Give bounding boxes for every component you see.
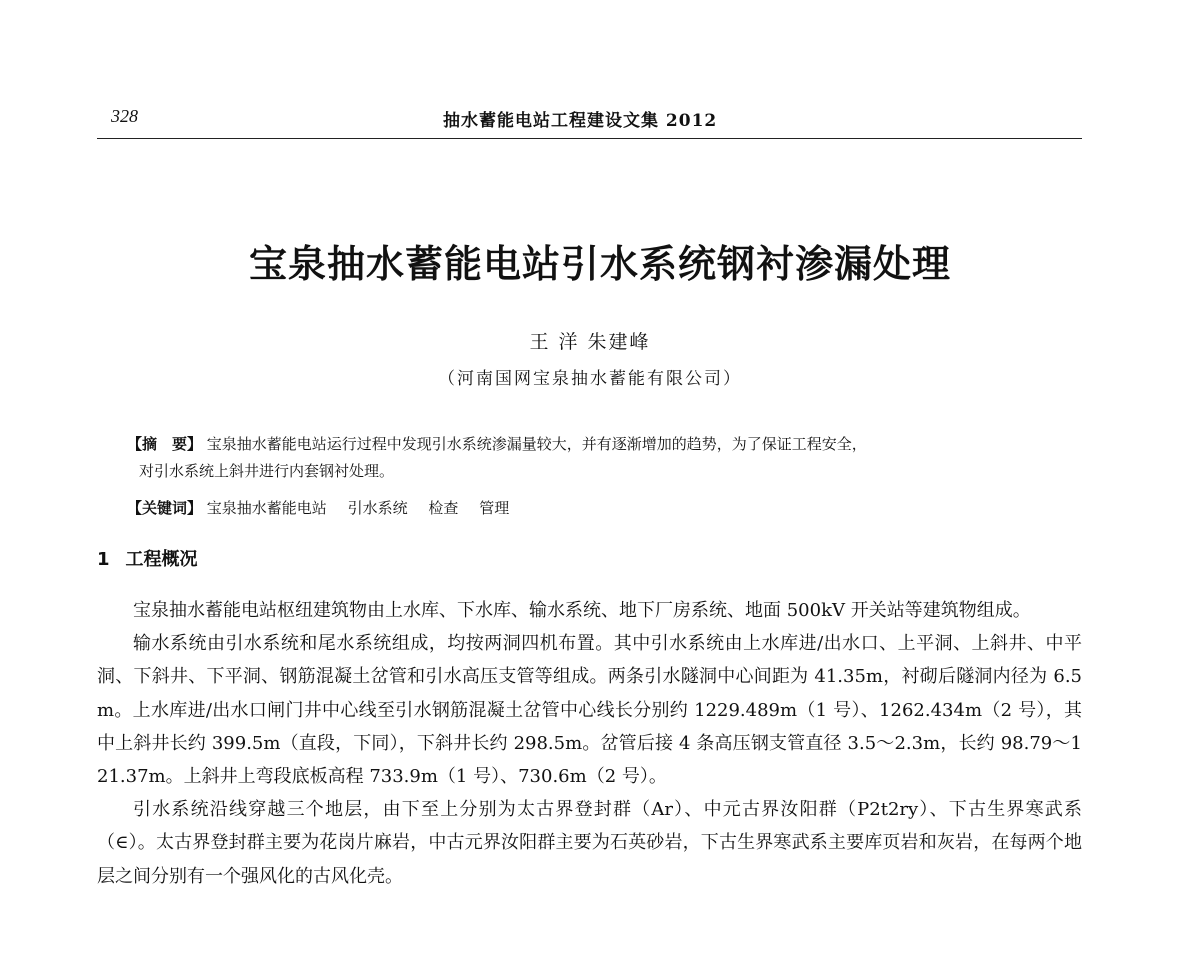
paragraph: 输水系统由引水系统和尾水系统组成，均按两洞四机布置。其中引水系统由上水库进/出水口、上平洞、上斜井、中平洞、下斜井、下平洞、钢筋混凝土岔管和引水高压支管等组成。两条引水隧洞中心间距为 41.35m，衬砌后隧洞内径为 6.5m。上水库进/出水口闸门井中心线至引水钢筋混凝土岔管中心线长分别约 1229.489m（1 号）、1262.434m（2 号），其中上斜井长约 399.5m（直段，下同），下斜井长约 298.5m。岔管后接 4 条高压钢支管直径 3.5～2.3m，长约 98.79～121.37m。上斜井上弯段底板高程 733.9m（1 号）、730.6m（2 号）。 [97, 633, 1082, 788]
author-affiliation: （河南国网宝泉抽水蓄能有限公司） [438, 369, 742, 389]
abstract-line-2: 对引水系统上斜井进行内套钢衬处理。 [139, 462, 395, 480]
abstract [127, 431, 1067, 485]
keyword-item: 检查 [428, 499, 459, 517]
abstract-label: 【摘 要】 [127, 435, 203, 453]
keywords-label: 【关键词】 [127, 499, 203, 517]
page-number: 328 [111, 106, 138, 126]
keyword-item: 引水系统 [347, 499, 408, 517]
keywords [127, 495, 525, 522]
article-title: 宝泉抽水蓄能电站引水系统钢衬渗漏处理 [248, 242, 951, 286]
section-title: 工程概况 [125, 549, 198, 570]
section-heading [97, 545, 198, 571]
section-number: 1 [97, 549, 110, 570]
author-names: 王 洋 朱建峰 [529, 331, 651, 353]
running-header [97, 104, 1082, 139]
keyword-item: 管理 [479, 499, 510, 517]
paragraph: 引水系统沿线穿越三个地层，由下至上分别为太古界登封群（Ar）、中元古界汝阳群（P2t2ry）、下古生界寒武系（∈）。太古界登封群主要为花岗片麻岩，中古元界汝阳群主要为石英砂岩，下古生界寒武系主要库页岩和灰岩，在每两个地层之间分别有一个强风化的古风化壳。 [97, 799, 1082, 887]
abstract-text-1: 宝泉抽水蓄能电站运行过程中发现引水系统渗漏量较大，并有逐渐增加的趋势，为了保证工程安全， [206, 435, 867, 453]
abstract-line-1 [127, 431, 1067, 458]
journal-title: 抽水蓄能电站工程建设文集 2012 [443, 111, 718, 131]
body-text [97, 594, 1082, 893]
keyword-item: 宝泉抽水蓄能电站 [206, 499, 327, 517]
paragraph: 宝泉抽水蓄能电站枢纽建筑物由上水库、下水库、输水系统、地下厂房系统、地面 500kV 开关站等建筑物组成。 [133, 600, 1031, 621]
